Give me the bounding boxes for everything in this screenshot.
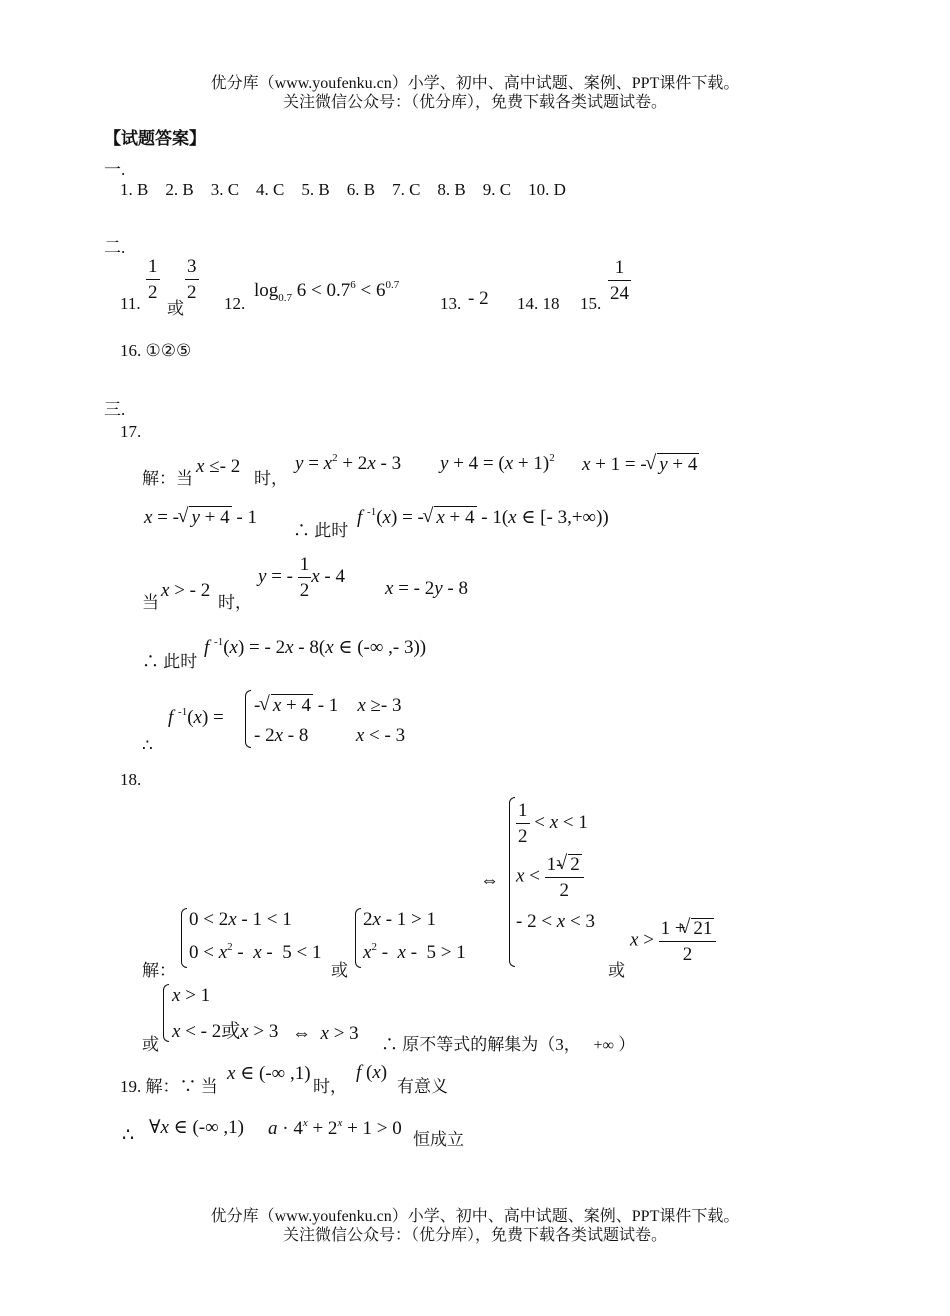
q18-cond-b: x < $\frac{1- √ 2}{2}$ — [516, 854, 584, 900]
q19-forall: ∀x ∈ (-∞ ,1) — [149, 1117, 244, 1138]
section-1-label: 一. — [104, 160, 126, 179]
q19-always: 恒成立 — [413, 1130, 464, 1149]
q11-fraction-three-halves: $\frac{3}{2}$ — [187, 256, 197, 303]
q15-label: 15. — [580, 294, 602, 313]
q18-sys1-b: $0 < x^2 - x - 5 < 1$ — [189, 941, 322, 963]
q13-label: 13. — [440, 294, 462, 313]
q17-when-2: 当 — [142, 593, 159, 612]
q18-jie: 解： — [142, 961, 176, 980]
q17-therefore-3: ∴ — [142, 736, 153, 755]
answer-item: 4. C — [256, 180, 285, 199]
q18-sys2-a: 2x - 1 > 1 — [363, 909, 436, 930]
q17-brace — [245, 690, 251, 748]
q18-or-1: 或 — [608, 961, 625, 980]
q17-cond-2: x > - 2 — [161, 580, 211, 601]
footer-line-2: 关注微信公众号：（优分库），免费下载各类试题试卷。 — [282, 1227, 667, 1244]
q18-iff-2: ⇔ x > 3 — [292, 1023, 359, 1044]
q11-or: 或 — [167, 299, 184, 318]
answer-item: 2. B — [165, 180, 194, 199]
answer-item: 10. D — [528, 180, 566, 199]
q18-solution-text: ∴ 原不等式的解集为（3， — [381, 1035, 581, 1054]
q18-brace-2 — [355, 908, 361, 968]
section-3-label: 三. — [104, 400, 126, 419]
q19-fx: f (x) — [356, 1062, 388, 1083]
q18-or-3: 或 — [142, 1035, 159, 1054]
answer-item: 3. C — [210, 180, 240, 199]
q15-fraction: $\frac{1}{24}$ — [610, 257, 629, 304]
q12-label: 12. — [224, 294, 246, 313]
answers-row — [120, 180, 566, 200]
q17-piece-1: - √ x + 4 - 1 x ≥- 3 — [254, 694, 402, 717]
q17-inverse-1: f $^{-1}$(x) = - √ x + 4 - 1(x ∈ [- 3,+∞)) — [357, 506, 609, 529]
q17-cond-1: x ≤- 2 — [196, 456, 241, 477]
q18-brace-1 — [181, 908, 187, 968]
answer-item: 8. B — [437, 180, 466, 199]
q13-answer: - 2 — [468, 288, 489, 309]
q18-cond-c: - 2 < x < 3 — [516, 911, 595, 932]
q18-sys1-a: 0 < 2x - 1 < 1 — [189, 909, 292, 930]
q19-meaning: 有意义 — [397, 1077, 448, 1096]
q16-answer: 16. ①②⑤ — [120, 341, 192, 360]
q17-shi-2: 时， — [218, 593, 252, 612]
answer-item: 6. B — [346, 180, 376, 199]
q17-eq-5: y = - $\frac{1}{2}$ x - 4 — [258, 554, 345, 601]
q18-solution: ∴ 原不等式的解集为（3， +∞ ） — [381, 1035, 636, 1054]
page-title: 【试题答案】 — [104, 129, 206, 149]
q17-when: 解：当 — [142, 469, 193, 488]
q17-piece-2: - 2x - 8 x < - 3 — [254, 725, 406, 746]
q19-therefore: ∴ — [122, 1125, 135, 1146]
header-line-2: 关注微信公众号：（优分库），免费下载各类试题试卷。 — [282, 94, 667, 111]
q11-fraction-half: $\frac{1}{2}$ — [148, 256, 158, 303]
q17-eq-4: x = - √ y + 4 - 1 — [144, 506, 257, 529]
q18-cond-d: x > $\frac{1 + √ 21}{2}$ — [630, 918, 716, 964]
footer-line-1: 优分库（www.youfenku.cn）小学、初中、高中试题、案例、PPT课件下载。 — [210, 1208, 740, 1225]
q17-piecewise-lhs: f $^{-1}$(x) = — [168, 706, 224, 728]
q17-label: 17. — [120, 422, 142, 441]
q19-label: 19. 解：∵ 当 — [120, 1077, 218, 1096]
q17-therefore-2: ∴ 此时 — [142, 652, 198, 671]
q18-iff-1: ⇔ — [480, 870, 499, 891]
q17-eq-1: $y = x^2 + 2x - 3$ — [295, 452, 402, 474]
q18-or-2: 或 — [331, 961, 348, 980]
section-2-label: 二. — [104, 238, 126, 257]
q18-sys3-b: x < - 2或x > 3 — [172, 1021, 279, 1042]
q17-shi-1: 时， — [254, 469, 288, 488]
answer-item: 1. B — [120, 180, 149, 199]
q17-eq-2: $y + 4 = (x + 1)^2$ — [440, 452, 555, 474]
answer-item: 7. C — [392, 180, 421, 199]
q18-cond-a: $\frac{1}{2}$ < x < 1 — [518, 800, 588, 847]
q18-brace-3 — [163, 984, 169, 1042]
q19-domain: x ∈ (-∞ ,1) — [227, 1063, 311, 1084]
q18-brace-right — [509, 797, 515, 967]
q12-answer-formula: $\log_{0.7} 6 < 0.7^6 < 6^{0.7}$ — [254, 279, 400, 304]
q11-label: 11. — [120, 294, 141, 313]
q14-answer: 14. 18 — [517, 294, 560, 313]
q18-sys2-b: $x^2 - x - 5 > 1$ — [363, 941, 466, 963]
q18-label: 18. — [120, 770, 142, 789]
answer-item: 9. C — [482, 180, 512, 199]
q18-close: ） — [618, 1035, 636, 1054]
answer-item: 5. B — [301, 180, 330, 199]
q18-sys3-a: x > 1 — [172, 985, 211, 1006]
q17-therefore-1: ∴ 此时 — [293, 521, 349, 540]
q19-shi: 时， — [313, 1077, 347, 1096]
header-line-1: 优分库（www.youfenku.cn）小学、初中、高中试题、案例、PPT课件下载。 — [210, 75, 740, 92]
q17-inverse-2: f $^{-1}$(x) = - 2x - 8(x ∈ (-∞ ,- 3)) — [204, 636, 427, 658]
q17-eq-6: x = - 2y - 8 — [385, 578, 468, 599]
q19-inequality: $a \cdot 4^x + 2^x + 1 > 0$ — [268, 1117, 402, 1139]
q17-eq-3: x + 1 = - √ y + 4 — [582, 453, 699, 476]
